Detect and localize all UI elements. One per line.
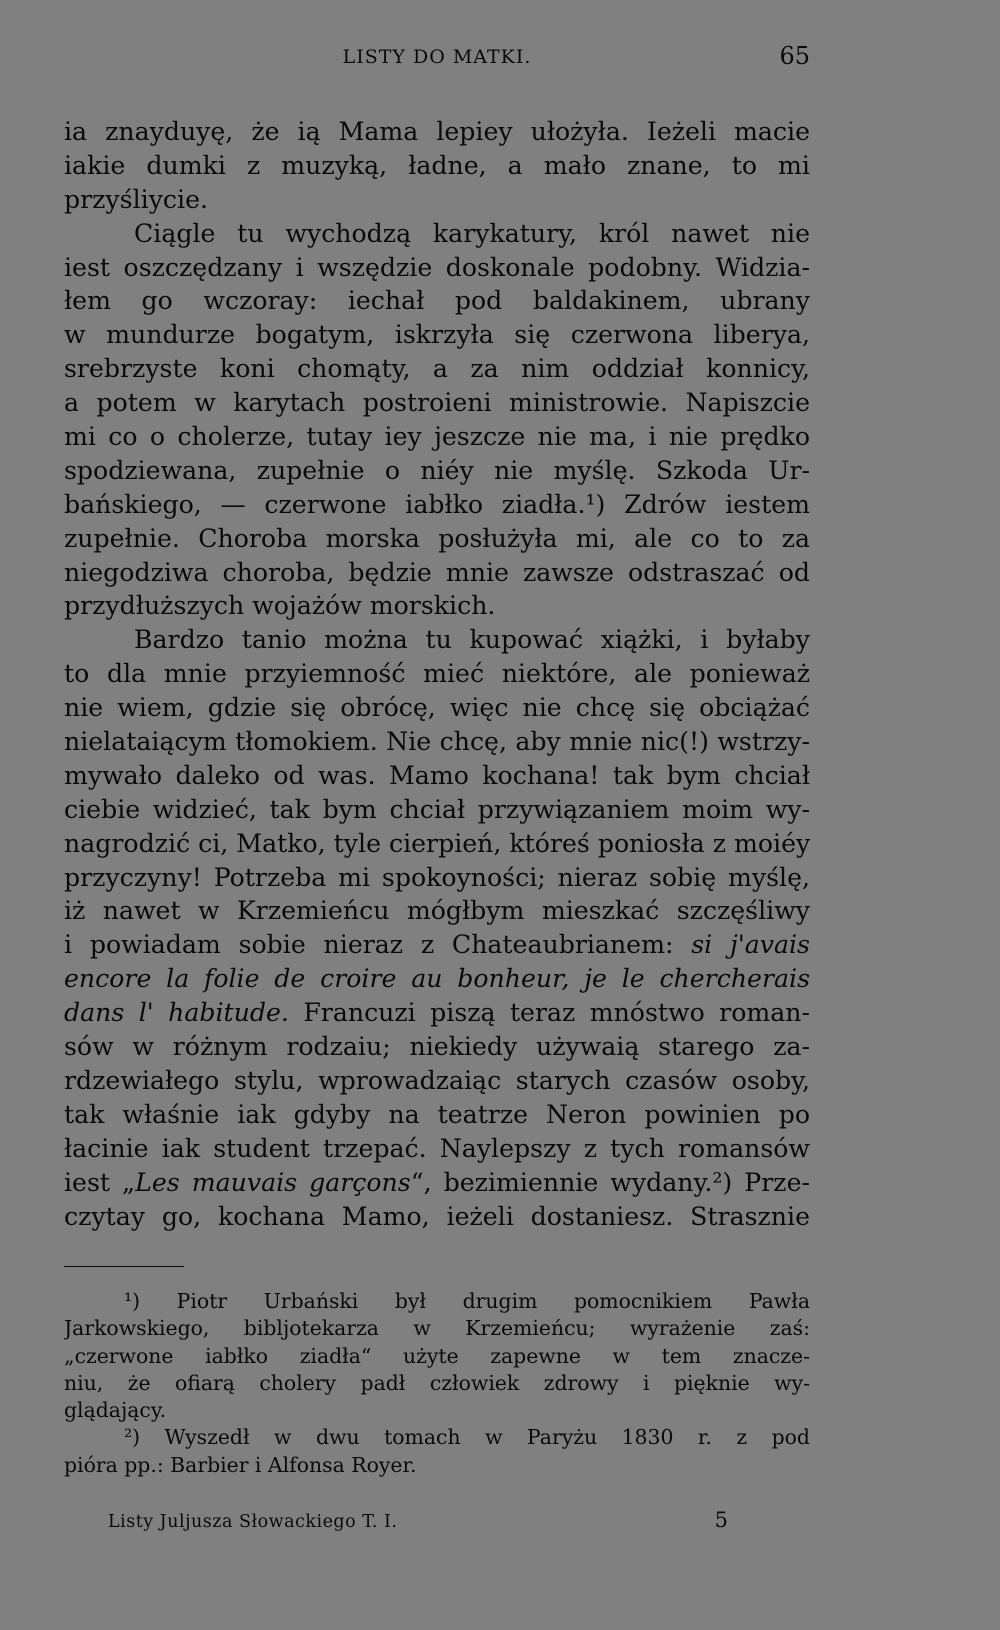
text-line: iest „Les mauvais garçons“, bezimiennie wydany.²) Prze- [64, 1167, 810, 1197]
page-footer [108, 1508, 728, 1538]
text-line: przyśliycie. [64, 184, 209, 214]
text-line: Ciągle tu wychodzą karykatury, król nawet nie [134, 218, 810, 248]
text-line: to dla mnie przyiemność mieć niektóre, ale ponieważ [64, 659, 810, 689]
text-line: bańskiego, — czerwone iabłko ziadła.¹) Zdrów iestem [64, 489, 810, 519]
footnote-line: Jarkowskiego, bibljotekarza w Krzemieńcu; wyrażenie zaś: [64, 1316, 810, 1341]
text-line: ciebie widzieć, tak bym chciał przywiązaniem moim wy- [64, 794, 810, 824]
text-line: encore la folie de croire au bonheur, je le chercherais [64, 964, 810, 994]
text-line: łem go wczoray: iechał pod baldakinem, ubrany [64, 286, 810, 316]
text-line: srebrzyste koni chomąty, a za nim oddział konnicy, [64, 354, 810, 384]
text-line: mywało daleko od was. Mamo kochana! tak bym chciał [64, 760, 810, 790]
text-line: przydłuższych wojażów morskich. [64, 591, 496, 621]
text-line: łacinie iak student trzepać. Naylepszy z tych romansów [64, 1133, 810, 1163]
text-line: tak właśnie iak gdyby na teatrze Neron powinien po [64, 1099, 810, 1129]
footnotes [64, 1288, 810, 1479]
text-line: iest oszczędzany i wszędzie doskonale podobny. Widzia- [64, 252, 810, 282]
text-line: zupełnie. Choroba morska posłużyła mi, ale co to za [64, 523, 810, 553]
text-line: mi co o cholerze, tutay iey jeszcze nie ma, i nie prędko [64, 422, 810, 452]
footnote-line: „czerwone iabłko ziadła“ użyte zapewne w tem znacze- [64, 1343, 810, 1368]
text-line: i powiadam sobie nieraz z Chateaubrianem: si j'avais [64, 930, 810, 960]
footnote-line: ¹) Piotr Urbański był drugim pomocnikiem Pawła [124, 1289, 810, 1313]
text-line: przyczyny! Potrzeba mi spokoyności; nieraz sobię myślę, [64, 862, 810, 892]
text-line: nie wiem, gdzie się obrócę, więc nie chcę się obciążać [64, 693, 810, 723]
body-text [64, 115, 810, 1233]
text-line: spodziewana, zupełnie o niéy nie myślę. Szkoda Ur- [64, 455, 810, 485]
text-line: Bardzo tanio można tu kupować xiążki, i byłaby [134, 625, 810, 655]
text-line: ia znayduyę, że ią Mama lepiey ułożyła. Ieżeli macie [64, 117, 810, 146]
text-line: sów w różnym rodzaiu; niekiedy używaią starego za- [64, 1032, 810, 1062]
footnote-line: niu, że ofiarą cholery padł człowiek zdrowy i pięknie wy- [64, 1370, 810, 1395]
text-line: iż nawet w Krzemieńcu mógłbym mieszkać szczęśliwy [64, 896, 810, 926]
text-line: w mundurze bogatym, iskrzyła się czerwona liberya, [64, 320, 810, 350]
footnote-line: ²) Wyszedł w dwu tomach w Paryżu 1830 r. z pod [124, 1425, 810, 1450]
sheet-number: 5 [714, 1508, 728, 1532]
text-line: dans l' habitude. Francuzi piszą teraz mnóstwo roman- [64, 998, 810, 1028]
page-number: 65 [779, 42, 810, 70]
text-line: a potem w karytach postroieni ministrowie. Napiszcie [64, 388, 810, 418]
text-line: niegodziwa choroba, będzie mnie zawsze odstraszać od [64, 557, 810, 587]
text-line: rdzewiałego stylu, wprowadzaiąc starych czasów osoby, [64, 1065, 810, 1095]
running-head [64, 40, 810, 80]
footer-signature: Listy Juljusza Słowackiego T. I. [108, 1512, 398, 1532]
footnote-rule [64, 1266, 184, 1267]
text-line: czytay go, kochana Mamo, ieżeli dostaniesz. Strasznie [64, 1201, 810, 1231]
text-line: nagrodzić ci, Matko, tyle cierpień, któreś poniosła z moiéy [64, 828, 810, 858]
footnote-line: pióra pp.: Barbier i Alfonsa Royer. [64, 1452, 417, 1477]
text-line: iakie dumki z muzyką, ładne, a mało znane, to mi [64, 150, 810, 180]
running-title: LISTY DO MATKI. [342, 46, 532, 68]
text-line: nielataiącym tłomokiem. Nie chcę, aby mnie nic(!) wstrzy- [64, 727, 810, 757]
footnote-line: glądający. [64, 1398, 167, 1423]
